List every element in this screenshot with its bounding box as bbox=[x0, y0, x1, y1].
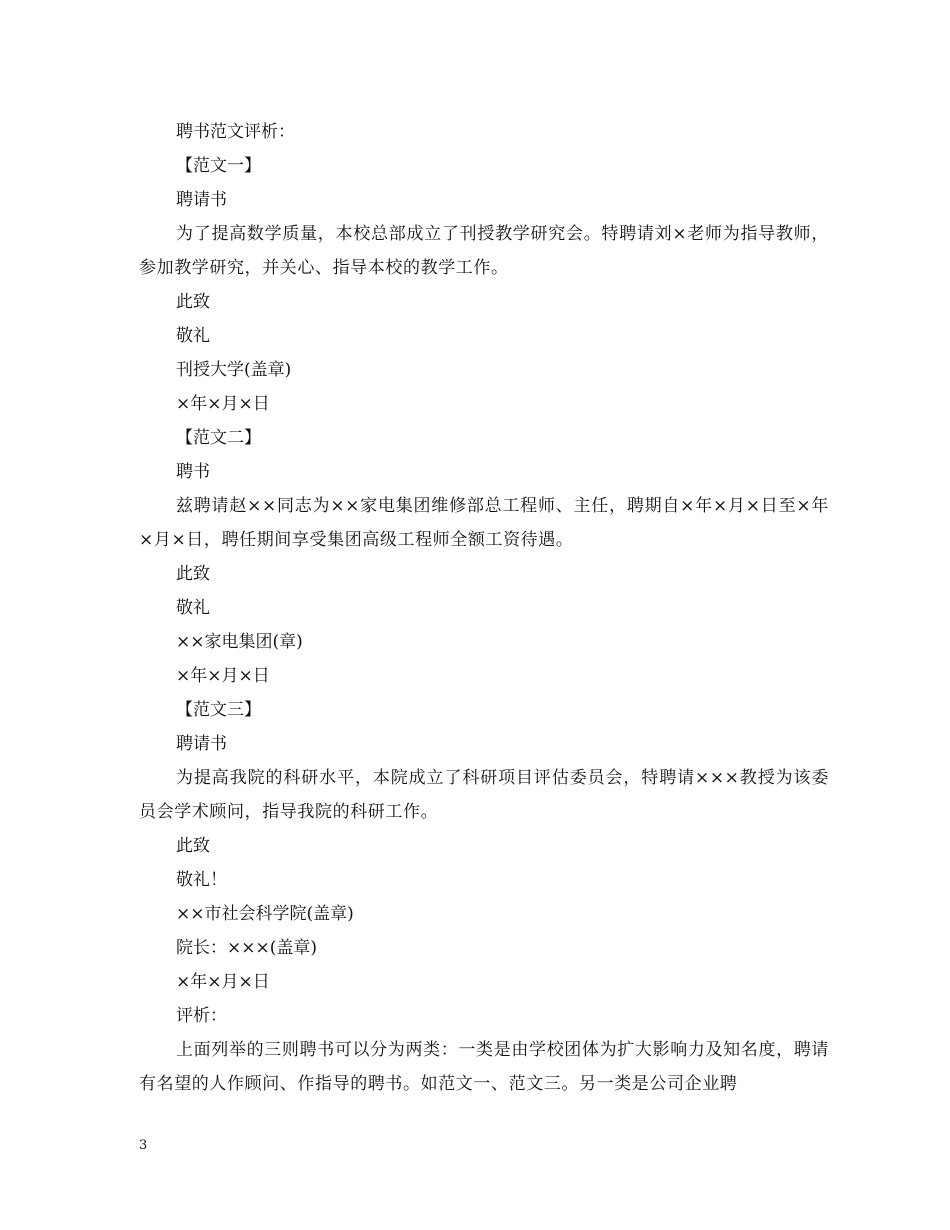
text-line: 此致 bbox=[176, 564, 210, 584]
text-line: 院长：×××(盖章) bbox=[176, 938, 317, 958]
text-line: 敬礼！ bbox=[176, 870, 227, 890]
text-line: 敬礼 bbox=[176, 326, 210, 346]
document-body bbox=[139, 115, 829, 1101]
text-line: 此致 bbox=[176, 292, 210, 312]
body-paragraph: 为提高我院的科研水平，本院成立了科研项目评估委员会，特聘请×××教授为该委员会学术顾问，指导我院的科研工作。 bbox=[139, 768, 829, 822]
text-line: ××市社会科学院(盖章) bbox=[176, 904, 354, 924]
text-line: ×年×月×日 bbox=[176, 666, 270, 686]
text-line: 聘请书 bbox=[176, 734, 227, 754]
text-line: ×年×月×日 bbox=[176, 394, 270, 414]
text-line: 刊授大学(盖章) bbox=[176, 360, 292, 380]
body-paragraph: 上面列举的三则聘书可以分为两类：一类是由学校团体为扩大影响力及知名度，聘请有名望的人作顾问、作指导的聘书。如范文一、范文三。另一类是公司企业聘 bbox=[139, 1040, 829, 1094]
text-line: ×年×月×日 bbox=[176, 972, 270, 992]
text-line: 聘书范文评析： bbox=[176, 122, 295, 142]
text-line: 敬礼 bbox=[176, 598, 210, 618]
body-paragraph: 为了提高数学质量，本校总部成立了刊授教学研究会。特聘请刘×老师为指导教师，参加教学研究，并关心、指导本校的教学工作。 bbox=[139, 224, 829, 278]
text-line: 【范文一】 bbox=[176, 156, 261, 176]
text-line: 聘书 bbox=[176, 462, 210, 482]
body-paragraph: 兹聘请赵××同志为××家电集团维修部总工程师、主任，聘期自×年×月×日至×年×月×日，聘任期间享受集团高级工程师全额工资待遇。 bbox=[139, 496, 829, 550]
text-line: 【范文二】 bbox=[176, 428, 261, 448]
text-line: ××家电集团(章) bbox=[176, 632, 303, 652]
text-line: 聘请书 bbox=[176, 190, 227, 210]
text-line: 【范文三】 bbox=[176, 700, 261, 720]
text-line: 此致 bbox=[176, 836, 210, 856]
text-line: 评析： bbox=[176, 1006, 227, 1026]
page-number: 3 bbox=[139, 1138, 148, 1153]
